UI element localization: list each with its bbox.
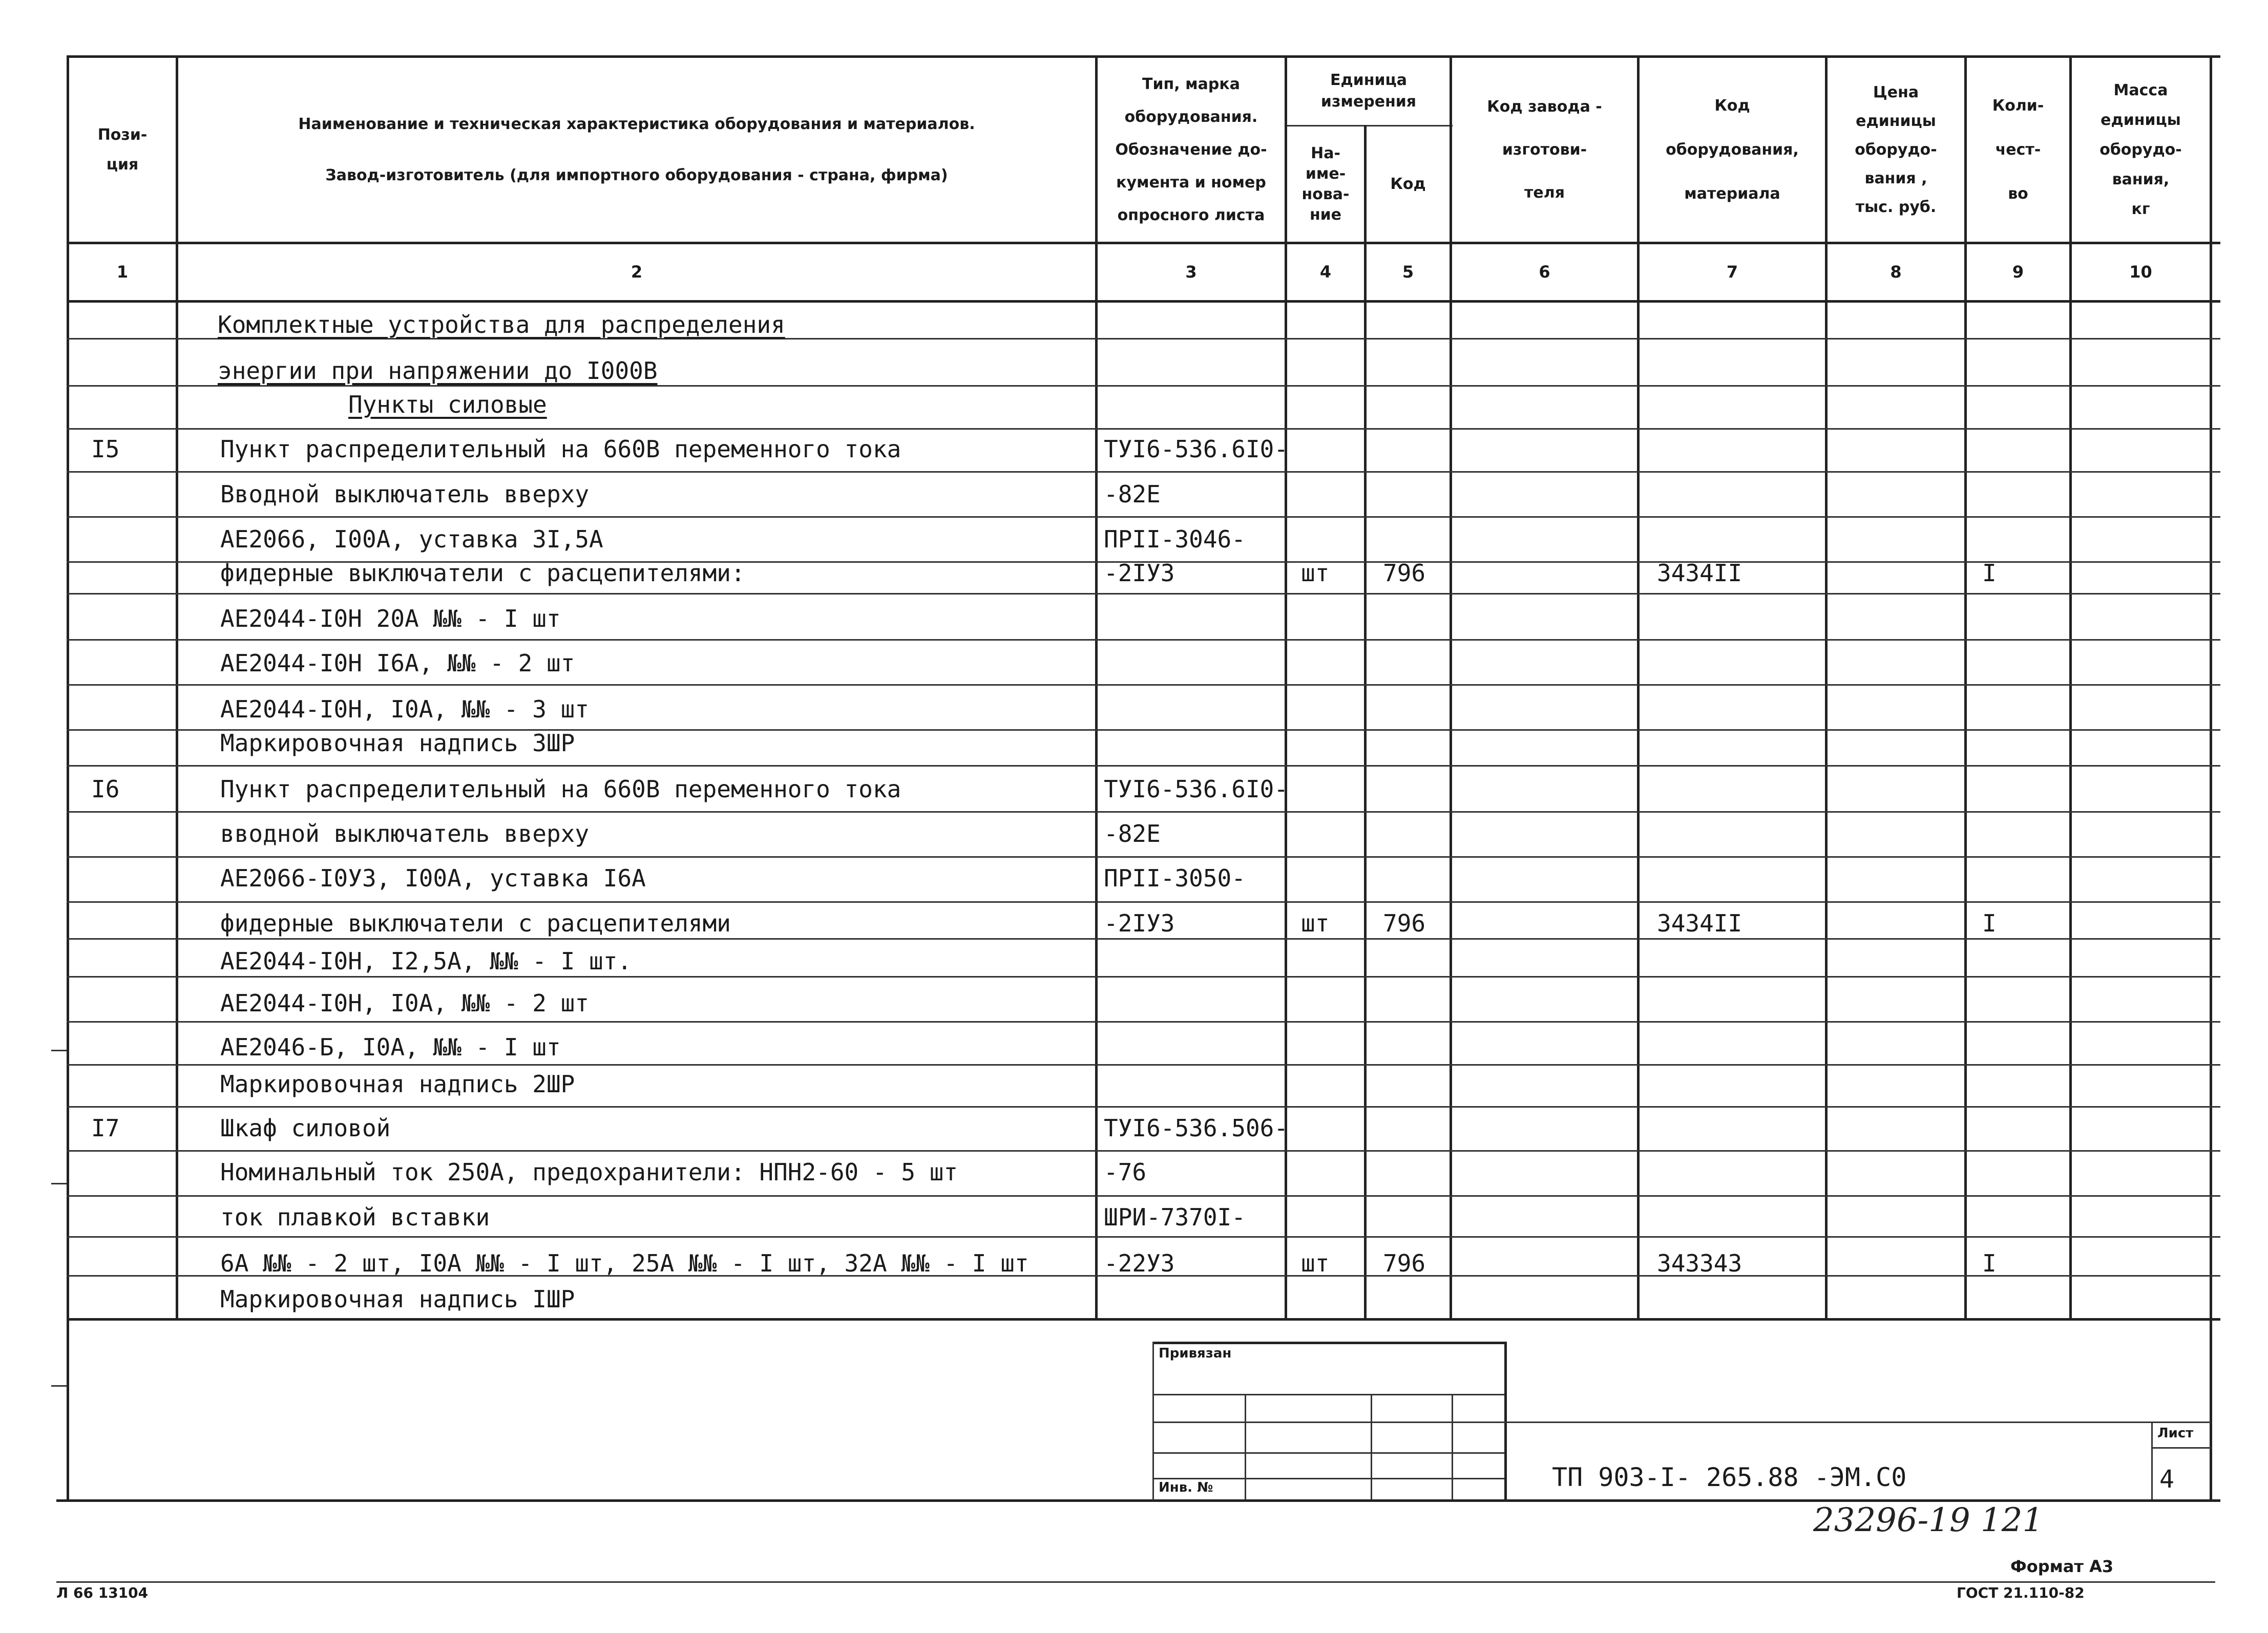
table-bottom-border [67, 1318, 2220, 1321]
row-quantity: I [1982, 909, 1997, 937]
row-separator [67, 593, 2220, 595]
row-separator [67, 811, 2220, 813]
row-type-doc: -2IУ3 [1104, 559, 1175, 587]
row-separator [67, 1195, 2220, 1197]
section-title-line2: энергии при напряжении до I000В [218, 357, 658, 385]
col-number-4: 4 [1319, 262, 1332, 282]
row-name: ток плавкой вставки [220, 1203, 490, 1231]
row-name: АЕ2066-I0У3, I00А, уставка I6А [220, 864, 646, 892]
row-name: АЕ2066, I00А, уставка 3I,5А [220, 525, 603, 553]
row-name: фидерные выключатели с расцепителями: [220, 559, 745, 587]
col-number-2: 2 [631, 262, 643, 282]
row-type-doc: ТУI6-536.6I0- [1104, 775, 1289, 803]
row-separator [67, 938, 2220, 940]
sheet-label: Лист [2157, 1426, 2194, 1441]
row-type-doc: -76 [1104, 1158, 1147, 1186]
row-separator [67, 1021, 2220, 1023]
row-type-doc: -82Е [1104, 480, 1161, 508]
margin-tick-2 [51, 1183, 67, 1184]
table-top-border [67, 55, 2220, 58]
stamp-inv-number: Инв. № [1159, 1480, 1213, 1495]
stamp-doc-line [1504, 1422, 2211, 1423]
row-separator [67, 428, 2220, 430]
colnum-bottom-border [67, 300, 2220, 303]
col-number-7: 7 [1726, 262, 1738, 282]
row-separator [67, 684, 2220, 686]
header-quantity: Коли- чест- во [1992, 96, 2044, 203]
row-name: АЕ2044-I0Н, I2,5А, №№ - I шт. [220, 947, 632, 975]
row-name: Пункт распределительный на 660В переменного тока [220, 435, 901, 463]
row-name: Вводной выключатель вверху [220, 480, 590, 508]
row-name: АЕ2044-I0Н, I0А, №№ - 3 шт [220, 695, 590, 723]
stamp-vline-5 [1504, 1342, 1507, 1500]
section-title-line1: Комплектные устройства для распределения [218, 311, 785, 338]
sheet-box-mid [2151, 1447, 2211, 1449]
row-name: Маркировочная надпись IШР [220, 1285, 575, 1313]
row-type-doc: ПРII-3046- [1104, 525, 1246, 553]
row-equipment-code: 3434II [1657, 559, 1742, 587]
header-price: Цена единицы оборудо- вания , тыс. руб. [1855, 83, 1937, 216]
col-number-5: 5 [1402, 262, 1414, 282]
footer-left-code: Л 66 13104 [56, 1584, 149, 1601]
row-separator [67, 1150, 2220, 1152]
row-name: вводной выключатель вверху [220, 820, 590, 847]
row-separator [67, 1064, 2220, 1066]
document-code: ТП 903-I- 265.88 -ЭМ.С0 [1552, 1462, 1907, 1492]
row-unit-name: шт [1301, 1249, 1330, 1277]
row-name: Маркировочная надпись 2ШР [220, 1070, 575, 1098]
row-unit-code: 796 [1383, 909, 1426, 937]
section-subtitle: Пункты силовые [348, 391, 547, 418]
row-unit-code: 796 [1383, 1249, 1426, 1277]
row-separator [67, 765, 2220, 767]
row-type-doc: ТУI6-536.6I0- [1104, 435, 1289, 463]
header-position: Пози- ция [97, 125, 148, 174]
col-number-10: 10 [2129, 262, 2152, 282]
row-separator [67, 976, 2220, 978]
sheet-box-left [2151, 1422, 2153, 1499]
footer-right-code: ГОСТ 21.110-82 [1957, 1584, 2085, 1601]
row-name: АЕ2046-Б, I0А, №№ - I шт [220, 1033, 561, 1061]
row-quantity: I [1982, 559, 1997, 587]
stamp-privyazan: Привязан [1159, 1346, 1232, 1361]
stamp-vline-1 [1152, 1342, 1154, 1500]
row-name: Номинальный ток 250А, предохранители: НПН2-60 - 5 шт [220, 1158, 958, 1186]
header-unit-code: Код [1390, 175, 1426, 193]
stamp-vline-3 [1371, 1394, 1372, 1499]
header-unit-group: Единица измерения [1320, 71, 1417, 111]
header-type: Тип, марка оборудования. Обозначение до- кумента и номер опросного листа [1115, 75, 1267, 224]
col-number-9: 9 [2012, 262, 2024, 282]
row-name: АЕ2044-I0Н 20А №№ - I шт [220, 605, 561, 632]
format-label: Формат А3 [2010, 1557, 2114, 1576]
row-name: 6А №№ - 2 шт, I0А №№ - I шт, 25А №№ - I шт, 32А №№ - I шт [220, 1249, 1029, 1277]
row-unit-name: шт [1301, 559, 1330, 587]
col-line-10 [2210, 55, 2212, 1499]
col-line-4 [1364, 125, 1367, 1319]
row-separator [67, 385, 2220, 387]
unit-subheader-line [1285, 125, 1453, 126]
row-name: Пункт распределительный на 660В переменного тока [220, 775, 901, 803]
header-equipment-code: Код оборудования, материала [1666, 96, 1799, 203]
header-unit-name: На- име- нова- ние [1301, 144, 1350, 224]
row-name: фидерные выключатели с расцепителями [220, 909, 731, 937]
row-position: I7 [91, 1114, 120, 1142]
row-position: I5 [91, 435, 120, 463]
row-separator [67, 1106, 2220, 1108]
row-type-doc: ТУI6-536.506- [1104, 1114, 1289, 1142]
header-mass: Масса единицы оборудо- вания, кг [2099, 81, 2182, 218]
sheet-number: 4 [2159, 1465, 2174, 1494]
stamp-vline-4 [1452, 1394, 1453, 1499]
stamp-vline-2 [1245, 1394, 1246, 1499]
row-equipment-code: 3434II [1657, 909, 1742, 937]
margin-tick-3 [51, 1385, 67, 1387]
row-type-doc: -22У3 [1104, 1249, 1175, 1277]
col-number-3: 3 [1185, 262, 1197, 282]
row-separator [67, 471, 2220, 473]
row-separator [67, 901, 2220, 903]
row-quantity: I [1982, 1249, 1997, 1277]
row-separator [67, 516, 2220, 518]
col-number-6: 6 [1539, 262, 1550, 282]
row-name: Маркировочная надпись 3ШР [220, 729, 575, 757]
row-name: АЕ2044-I0Н, I0А, №№ - 2 шт [220, 989, 590, 1017]
col-number-1: 1 [116, 262, 129, 282]
row-type-doc: -82Е [1104, 820, 1161, 847]
row-separator [67, 1236, 2220, 1238]
margin-tick-1 [51, 1050, 67, 1051]
row-name: Шкаф силовой [220, 1114, 391, 1142]
row-type-doc: ПРII-3050- [1104, 864, 1246, 892]
row-equipment-code: 343343 [1657, 1249, 1742, 1277]
col-number-8: 8 [1890, 262, 1902, 282]
row-type-doc: -2IУ3 [1104, 909, 1175, 937]
row-separator [67, 856, 2220, 858]
row-name: АЕ2044-I0Н I6А, №№ - 2 шт [220, 649, 575, 677]
row-separator [67, 639, 2220, 641]
row-type-doc: ШРИ-7370I- [1104, 1203, 1246, 1231]
stamp-top-line [1152, 1342, 1506, 1344]
row-unit-name: шт [1301, 909, 1330, 937]
header-name: Наименование и техническая характеристика оборудования и материалов. Завод-изготовитель (для импортного оборудования - страна, фирма) [298, 115, 975, 184]
row-unit-code: 796 [1383, 559, 1426, 587]
handwritten-archive-number: 23296-19 121 [1813, 1501, 2044, 1539]
header-factory-code: Код завода - изготови- теля [1487, 97, 1602, 202]
row-position: I6 [91, 775, 120, 803]
footer-line [56, 1581, 2215, 1583]
